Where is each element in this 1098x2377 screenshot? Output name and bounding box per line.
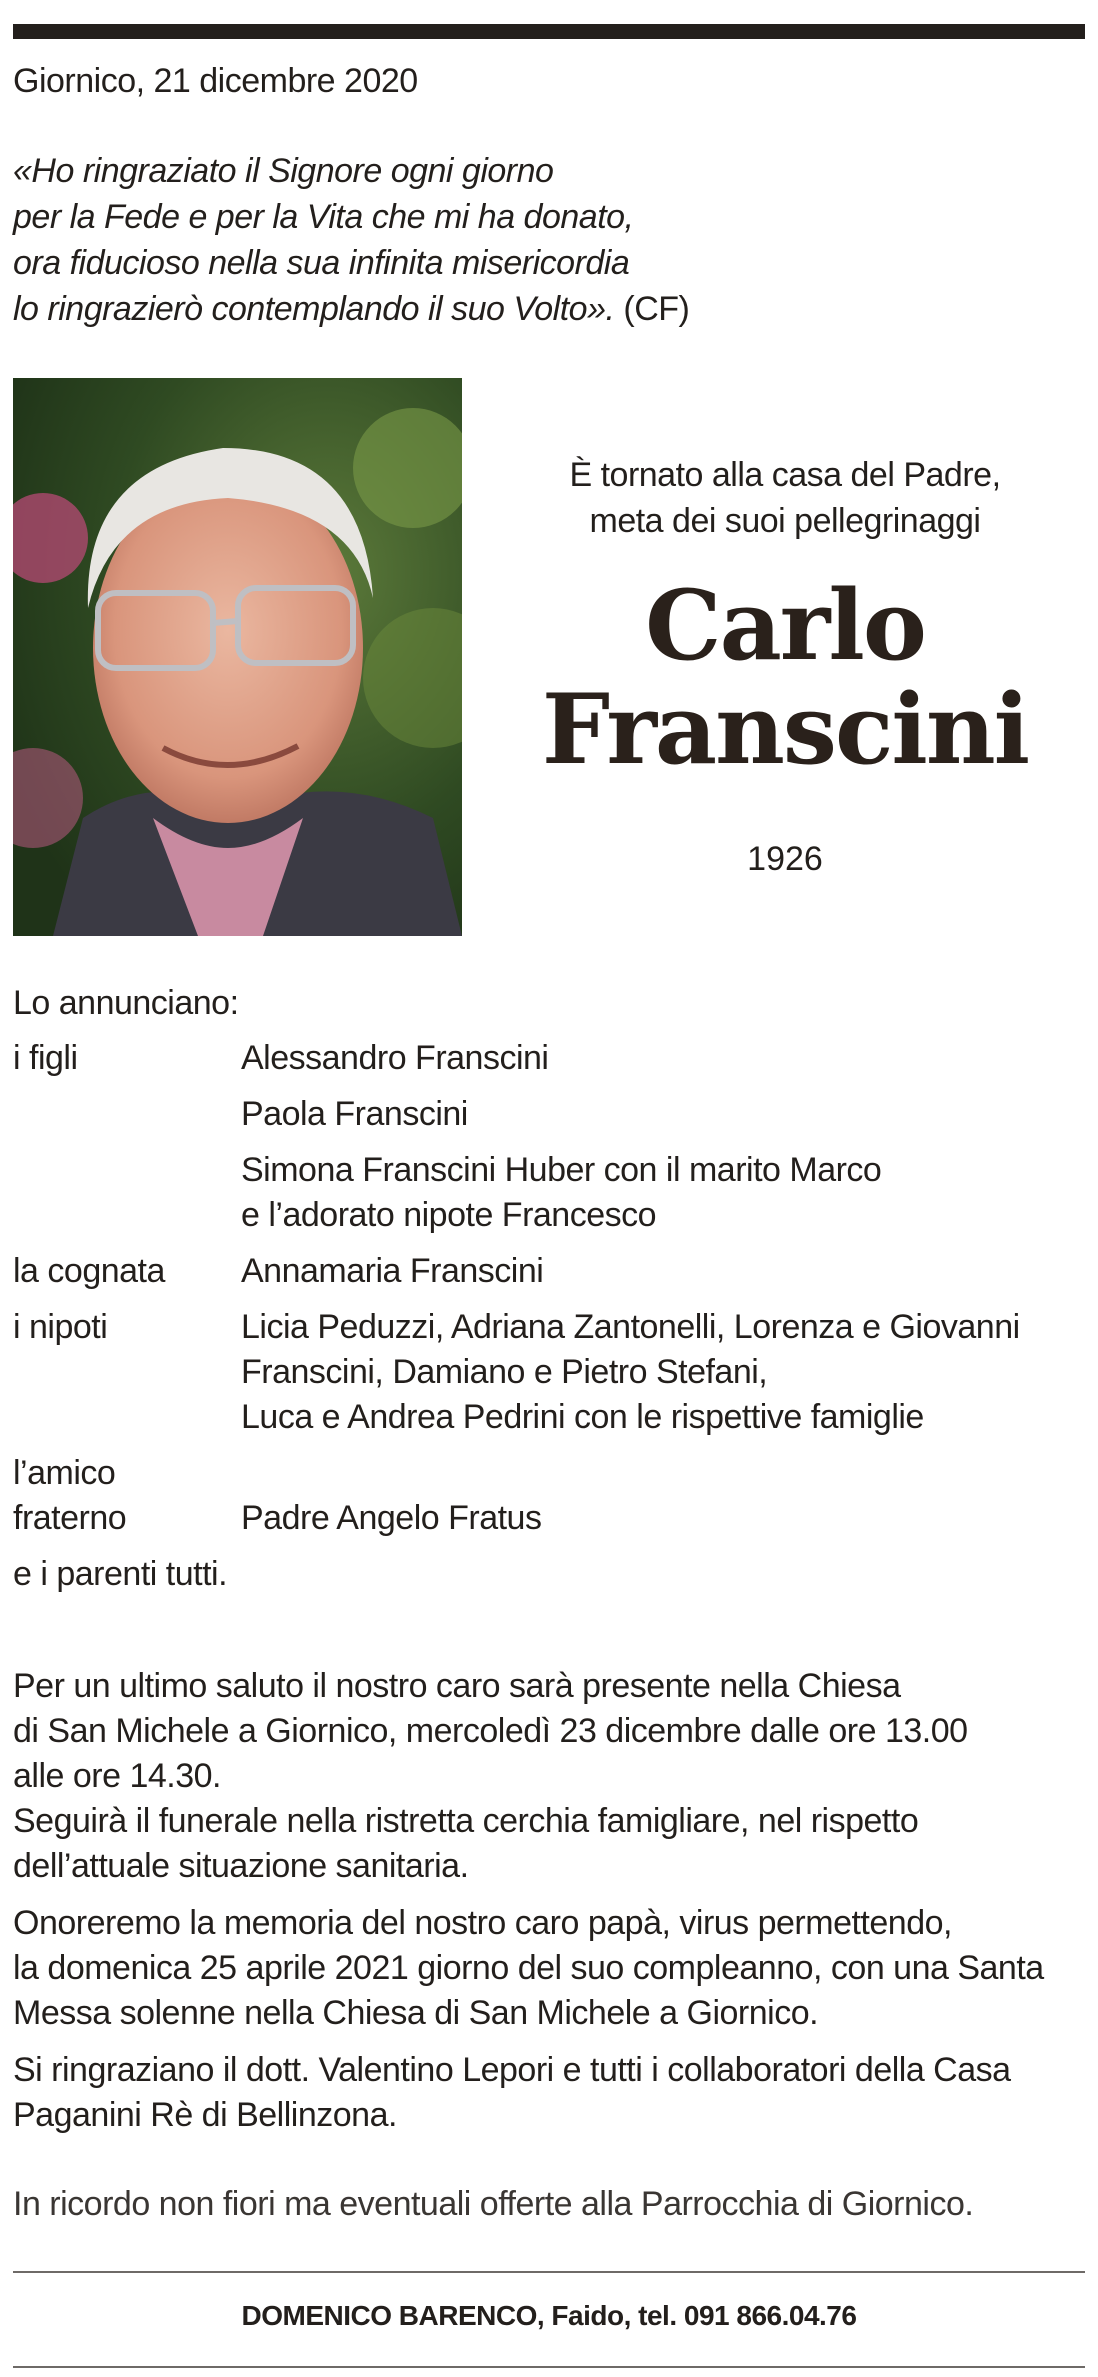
quote-line-last: [13, 286, 1085, 332]
announcement-row: [13, 1148, 1085, 1238]
announcement-list: [13, 1036, 1085, 1597]
text-line: Onoreremo la memoria del nostro caro papà, virus permettendo,: [13, 1904, 952, 1942]
portrait-photo: [13, 378, 462, 936]
quote-line: per la Fede e per la Vita che mi ha donato,: [13, 198, 634, 236]
announcement-row: [13, 1451, 1085, 1541]
intro-line: meta dei suoi pellegrinaggi: [589, 502, 981, 540]
text-line: di San Michele a Giornico, mercoledì 23 dicembre dalle ore 13.00: [13, 1712, 968, 1750]
quote-line: lo ringrazierò contemplando il suo Volto».: [13, 290, 615, 328]
role-label-line: fraterno: [13, 1499, 127, 1537]
intro-line: È tornato alla casa del Padre,: [569, 456, 1001, 494]
portrait-photo-icon: [13, 378, 462, 936]
agency-footer: DOMENICO BARENCO, Faido, tel. 091 866.04.76: [241, 2300, 857, 2331]
text-line: Paganini Rè di Bellinzona.: [13, 2096, 397, 2134]
last-name: Franscini: [541, 673, 1029, 786]
text-line: Si ringraziano il dott. Valentino Lepori e tutti i collaboratori della Casa: [13, 2051, 1011, 2089]
family-name: Paola Franscini: [241, 1095, 468, 1133]
funeral-details: [13, 1664, 1085, 2150]
role-names: [241, 1148, 1085, 1238]
role-label: [13, 1092, 241, 1137]
role-label: la cognata: [13, 1252, 165, 1290]
footer-rule-top: [13, 2271, 1085, 2273]
text-line: la domenica 25 aprile 2021 giorno del suo compleanno, con una Santa: [13, 1949, 1044, 1987]
announcement-row: [13, 1092, 1085, 1137]
place-date: Giornico, 21 dicembre 2020: [13, 62, 418, 100]
role-names: [241, 1036, 1085, 1081]
role-label: i figli: [13, 1039, 78, 1077]
birth-year: 1926: [747, 840, 823, 878]
text-line: Messa solenne nella Chiesa di San Michele a Giornico.: [13, 1994, 819, 2032]
text-line: Per un ultimo saluto il nostro caro sarà presente nella Chiesa: [13, 1667, 901, 1705]
announcement-title: Lo annunciano:: [13, 984, 239, 1022]
family-name: Annamaria Franscini: [241, 1252, 544, 1290]
first-name: Carlo: [645, 569, 925, 682]
family-name: Simona Franscini Huber con il marito Marco: [241, 1151, 882, 1189]
role-label: [13, 1451, 241, 1541]
role-label-line: l’amico: [13, 1454, 116, 1492]
role-label: i nipoti: [13, 1308, 108, 1346]
role-names: [241, 1305, 1085, 1440]
paragraph: [13, 1664, 1085, 1889]
role-names: [241, 1092, 1085, 1137]
paragraph: [13, 1901, 1085, 2036]
family-name: Padre Angelo Fratus: [241, 1499, 542, 1537]
quote-block: [13, 148, 1085, 332]
family-name: e l’adorato nipote Francesco: [241, 1196, 657, 1234]
role-label: [13, 1148, 241, 1238]
role-names: [241, 1249, 1085, 1294]
announcement-row: [13, 1305, 1085, 1440]
family-name: Franscini, Damiano e Pietro Stefani,: [241, 1353, 768, 1391]
text-line: dell’attuale situazione sanitaria.: [13, 1847, 469, 1885]
quote-line: «Ho ringraziato il Signore ogni giorno: [13, 152, 554, 190]
family-name: Licia Peduzzi, Adriana Zantonelli, Lorenza e Giovanni: [241, 1308, 1020, 1346]
family-name: Luca e Andrea Pedrini con le rispettive famiglie: [241, 1398, 924, 1436]
text-line: alle ore 14.30.: [13, 1757, 221, 1795]
announcement-closing: e i parenti tutti.: [13, 1555, 228, 1593]
memory-note: In ricordo non fiori ma eventuali offerte alla Parrocchia di Giornico.: [13, 2185, 974, 2223]
role-names: [241, 1451, 1085, 1541]
footer-rule-bottom: [13, 2366, 1085, 2368]
announcement-row: [13, 1249, 1085, 1294]
quote-line: ora fiducioso nella sua infinita misericordia: [13, 244, 630, 282]
announcement-row: [13, 1036, 1085, 1081]
deceased-name: [500, 569, 1070, 786]
intro-text: [500, 452, 1070, 544]
top-rule: [13, 24, 1085, 39]
family-name: Alessandro Franscini: [241, 1039, 549, 1077]
spacer: [241, 1451, 1085, 1496]
quote-attribution: (CF): [623, 290, 690, 328]
text-line: Seguirà il funerale nella ristretta cerchia famigliare, nel rispetto: [13, 1802, 919, 1840]
paragraph: [13, 2048, 1085, 2138]
